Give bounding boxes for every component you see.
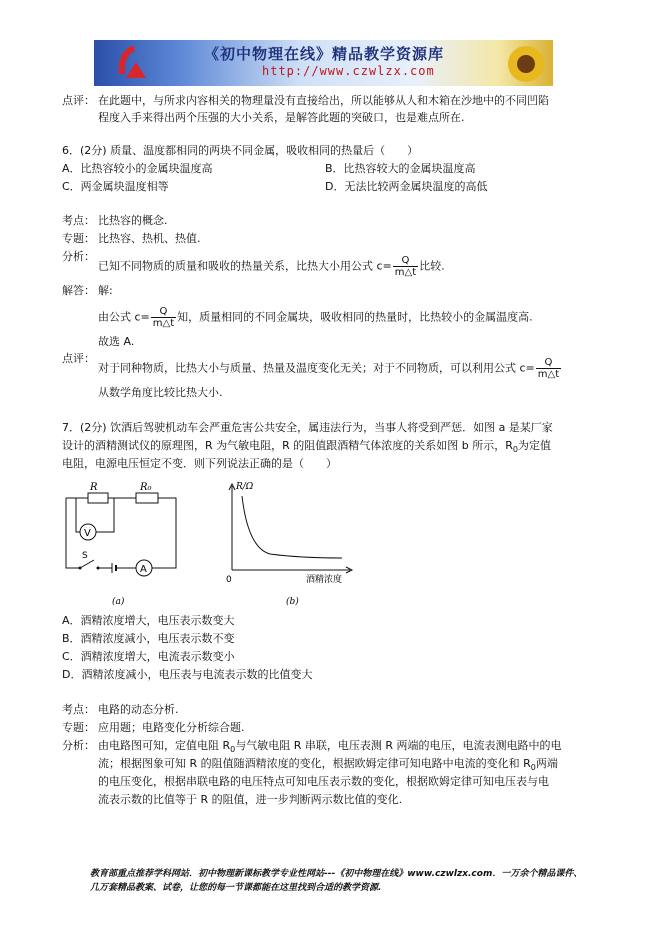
q7-fenxi-line2 xyxy=(98,757,558,775)
q6-dianping-label: 点评： xyxy=(62,352,95,365)
q7-stem-line2-post: 为定值 xyxy=(518,439,551,452)
q7-option-a: A．酒精浓度增大，电压表示数变大 xyxy=(62,614,235,627)
q7-stem-line3: 电阻，电源电压恒定不变．则下列说法正确的是（ ） xyxy=(62,457,337,470)
q7-zhuanti-label: 专题： xyxy=(62,721,95,734)
q6-stem: 6．(2分) 质量、温度都相同的两块不同金属，吸收相同的热量后（ ） xyxy=(62,144,419,157)
header-banner xyxy=(94,40,553,86)
label-r: R xyxy=(90,482,98,493)
q6-option-a: A．比热容较小的金属块温度高 xyxy=(62,162,213,175)
q6-option-d: D．无法比较两金属块温度的高低 xyxy=(325,180,488,193)
figure-b-caption: (b) xyxy=(286,597,299,607)
q6-option-c: C．两金属块温度相等 xyxy=(62,180,169,193)
fraction-denominator: m△t xyxy=(152,318,175,329)
subscript: 0 xyxy=(512,445,518,455)
q7-fenxi-line4: 流表示数的比值等于 R 的阻值，进一步判断两示数比值的变化. xyxy=(98,793,403,806)
q6-kaodian-label: 考点： xyxy=(62,214,95,227)
fraction-denominator: m△t xyxy=(394,267,417,278)
banner-title: 《初中物理在线》精品教学资源库 xyxy=(204,45,445,63)
q7-option-b: B．酒精浓度减小，电压表示数不变 xyxy=(62,632,235,645)
banner-url[interactable]: http://www.czwlzx.com xyxy=(262,64,435,78)
label-r0: R₀ xyxy=(140,482,152,493)
resistor-r xyxy=(88,493,108,503)
switch-label: S xyxy=(82,551,88,561)
sunflower-icon xyxy=(494,40,553,86)
q5-comment-line1: 在此题中，与所求内容相关的物理量没有直接给出，所以能够从人和木箱在沙地中的不同凹陷 xyxy=(98,94,549,107)
y-axis-label: R/Ω xyxy=(236,482,254,492)
q7-fenxi-line1-post: 与气敏电阻 R 串联，电压表测 R 两端的电压，电流表测电路中的电 xyxy=(235,739,562,752)
resistor-r0 xyxy=(136,493,158,503)
figure-a-caption: (a) xyxy=(112,597,125,607)
q6-zhuanti-label: 专题： xyxy=(62,232,95,245)
q7-fenxi-label: 分析： xyxy=(62,739,95,752)
q6-zhuanti: 比热容、热机、热值. xyxy=(98,232,201,245)
q7-stem-line1: 7．(2分) 饮酒后驾驶机动车会严重危害公共安全，属违法行为，当事人将受到严惩．如图 a 是某厂家 xyxy=(62,421,553,434)
q7-fenxi-line2-post: 两端 xyxy=(535,757,558,770)
q7-kaodian: 电路的动态分析. xyxy=(98,703,179,716)
q7-option-c: C．酒精浓度增大，电流表示数变小 xyxy=(62,650,235,663)
footer-line1: 教育部重点推荐学科网站．初中物理新课标教学专业性网站---《初中物理在线》www.czwlzx.com．一万余个精品课件、 xyxy=(90,869,583,879)
q6-dianping-line1-text: 对于同种物质，比热大小与质量、热量及温度变化无关；对于不同物质，可以利用公式 c= xyxy=(98,361,535,375)
site-logo-icon xyxy=(112,44,152,82)
fraction-denominator: m△t xyxy=(537,369,560,380)
formula-fraction xyxy=(151,306,176,329)
fraction-numerator: Q xyxy=(393,255,418,267)
q7-fenxi-line1 xyxy=(98,739,562,757)
formula-fraction xyxy=(393,255,418,278)
fraction-numerator: Q xyxy=(151,306,176,318)
q6-jieda: 解: xyxy=(98,284,113,297)
circuit-diagram xyxy=(60,480,190,608)
q7-fenxi-line1-pre: 由电路图可知，定值电阻 R xyxy=(98,739,231,752)
q7-stem-line2-pre: 设计的酒精测试仪的原理图，R 为气敏电阻，R 的阻值跟酒精气体浓度的关系如图 b 所示，R xyxy=(62,439,513,452)
q7-fenxi-line3: 的电压变化，根据串联电路的电压特点可知电压表示数的变化，根据欧姆定律可知电压表与电 xyxy=(98,775,549,788)
q6-dianping-line2: 从数学角度比较比热大小. xyxy=(98,386,223,399)
q6-jieda-line2: 故选 A. xyxy=(98,335,135,348)
x-axis-label: 酒精浓度 xyxy=(306,575,343,585)
q6-kaodian: 比热容的概念. xyxy=(98,214,168,227)
q7-kaodian-label: 考点： xyxy=(62,703,95,716)
q7-stem-line2 xyxy=(62,439,551,457)
q6-jieda-line1-pre: 由公式 c= xyxy=(98,310,150,324)
voltmeter-icon: V xyxy=(84,528,91,539)
q6-fenxi-pre: 已知不同物质的质量和吸收的热量关系，比热大小用公式 c= xyxy=(98,259,392,273)
q7-option-d: D．酒精浓度减小，电压表与电流表示数的比值变大 xyxy=(62,668,313,681)
q6-jieda-line1-post: 知，质量相同的不同金属块，吸收相同的热量时，比热较小的金属温度高. xyxy=(177,310,533,324)
q6-fenxi xyxy=(98,255,445,278)
resistance-curve xyxy=(242,496,342,558)
q5-comment-line2: 程度入手来得出两个压强的大小关系，是解答此题的突破口，也是难点所在. xyxy=(98,111,465,124)
q6-jieda-line1 xyxy=(98,306,533,329)
q7-zhuanti: 应用题；电路变化分析综合题. xyxy=(98,721,245,734)
q7-fenxi-line2-pre: 流；根据图象可知 R 的阻值随酒精浓度的变化，根据欧姆定律可知电路中电流的变化和 R xyxy=(98,757,531,770)
subscript: 0 xyxy=(230,745,236,755)
q5-comment-label: 点评： xyxy=(62,94,95,107)
q6-fenxi-post: 比较. xyxy=(419,259,445,273)
ammeter-icon: A xyxy=(140,564,147,575)
q6-jieda-label: 解答： xyxy=(62,284,95,297)
q6-option-b: B．比热容较大的金属块温度高 xyxy=(325,162,476,175)
origin-label: 0 xyxy=(226,575,232,585)
q6-fenxi-label: 分析： xyxy=(62,250,95,263)
q6-dianping-line1 xyxy=(98,357,562,380)
footer-line2: 几万套精品教案、试卷，让您的每一节课都能在这里找到合适的教学资源. xyxy=(90,883,382,893)
formula-fraction xyxy=(536,357,561,380)
subscript: 0 xyxy=(530,763,536,773)
resistance-concentration-graph xyxy=(220,478,360,608)
fraction-numerator: Q xyxy=(536,357,561,369)
